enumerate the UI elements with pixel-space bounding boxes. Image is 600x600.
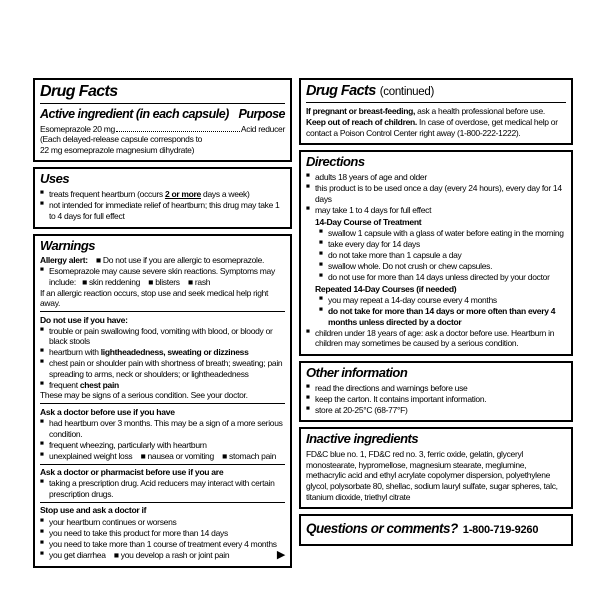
bullet-square-icon: ■ <box>319 250 323 258</box>
warnings-heading: Warnings <box>40 237 95 253</box>
drug-facts-title: Drug Facts <box>40 83 118 100</box>
list-item <box>319 272 566 283</box>
list-item <box>306 172 566 183</box>
list-item <box>40 326 285 347</box>
purpose-heading: Purpose <box>238 107 285 122</box>
list-item <box>306 394 566 405</box>
bullet-square-icon: ■ <box>319 227 323 235</box>
list-item <box>40 517 285 528</box>
right-column <box>299 78 573 568</box>
ingredient-note-line2: 22 mg esomeprazole magnesium dihydrate) <box>40 144 195 155</box>
drug-facts-continued-title: Drug Facts <box>306 83 376 99</box>
list-item <box>306 405 566 416</box>
ask-doctor-heading: Ask a doctor before use if you have <box>40 406 175 417</box>
list-item <box>40 358 285 379</box>
bullet-square-icon: ■ <box>40 266 44 274</box>
inactive-ingredients-heading: Inactive ingredients <box>306 431 419 447</box>
section-directions <box>299 150 573 356</box>
drug-facts-continued-suffix: (continued) <box>379 86 434 98</box>
directions-bullet-children: children under 18 years of age: ask a doctor before use. Heartburn in children may sometimes be caused by a serious condition. <box>315 327 555 349</box>
drug-facts-continued-row <box>306 83 566 100</box>
course-bullet-1: swallow 1 capsule with a glass of water before eating in the morning <box>328 227 564 238</box>
list-item <box>319 261 566 272</box>
active-ingredient-heading: Active ingredient (in each capsule) <box>40 107 229 122</box>
active-ingredient-heading-row <box>40 107 285 123</box>
list-item <box>40 200 285 221</box>
list-item <box>40 418 285 439</box>
do-not-use-bullet-1: trouble or pain swallowing food, vomiting with blood, or bloody or black stools <box>49 325 273 347</box>
bullet-square-icon: ■ <box>40 450 44 458</box>
repeated-bullet-1: you may repeat a 14-day course every 4 months <box>328 295 497 306</box>
list-item <box>40 539 285 550</box>
bullet-square-icon: ■ <box>306 327 310 335</box>
list-item <box>319 228 566 239</box>
ask-doctor-bullet-2: frequent wheezing, particularly with heartburn <box>49 439 207 450</box>
course-bullet-3: do not take more than 1 capsule a day <box>328 250 462 261</box>
section-other-information <box>299 361 573 423</box>
ask-pharmacist-heading: Ask a doctor or pharmacist before use if you are <box>40 467 224 478</box>
uses-bullet-2: not intended for immediate relief of heartburn; this drug may take 1 to 4 days for full effect <box>49 200 280 221</box>
bullet-square-icon: ■ <box>40 418 44 426</box>
list-item <box>319 306 566 327</box>
bullet-square-icon: ■ <box>40 347 44 355</box>
do-not-use-bullet-3: chest pain or shoulder pain with shortness of breath; sweating; pain spreading to arms, neck or shoulders; or lightheadedness <box>49 358 283 379</box>
stop-use-bullet-1: your heartburn continues or worsens <box>49 516 177 527</box>
other-information-heading: Other information <box>306 364 408 380</box>
do-not-use-bullet-4: frequent chest pain <box>49 379 119 390</box>
ask-doctor-bullet-3: unexplained weight loss ■ nausea or vomiting ■ stomach pain <box>49 450 277 461</box>
list-item <box>306 383 566 394</box>
directions-bullet-3: may take 1 to 4 days for full effect <box>315 204 432 215</box>
pregnancy-warning: If pregnant or breast-feeding, ask a health professional before use. <box>306 105 545 116</box>
course-of-treatment-heading: 14-Day Course of Treatment <box>315 216 422 227</box>
bullet-square-icon: ■ <box>40 200 44 208</box>
ingredient-name: Esomeprazole 20 mg <box>40 123 115 134</box>
bullet-square-icon: ■ <box>40 527 44 535</box>
ask-pharmacist-bullet-1: taking a prescription drug. Acid reducers may interact with certain prescription drugs. <box>49 478 275 499</box>
bullet-square-icon: ■ <box>319 306 323 314</box>
section-questions <box>299 514 573 546</box>
section-inactive-ingredients <box>299 427 573 509</box>
repeated-courses-heading: Repeated 14-Day Courses (if needed) <box>315 284 457 295</box>
questions-row <box>306 519 566 539</box>
ingredient-purpose-value: Acid reducer <box>240 123 285 134</box>
directions-heading: Directions <box>306 154 365 170</box>
subsection-rule <box>40 403 285 404</box>
bullet-square-icon: ■ <box>40 358 44 366</box>
bullet-square-icon: ■ <box>40 189 44 197</box>
allergy-footer: If an allergic reaction occurs, stop use and seek medical help right away. <box>40 287 269 309</box>
skin-reactions-bullet: Esomeprazole may cause severe skin reactions. Symptoms may include: ■ skin reddening ■ blisters ■ rash <box>49 266 275 288</box>
other-bullet-3: store at 20-25°C (68-77°F) <box>315 404 408 415</box>
list-item <box>40 550 285 561</box>
bullet-square-icon: ■ <box>40 538 44 546</box>
bullet-square-icon: ■ <box>319 261 323 269</box>
directions-bullet-1: adults 18 years of age and older <box>315 172 427 183</box>
subsection-rule <box>40 311 285 312</box>
subsection-rule <box>40 464 285 465</box>
keep-out-of-reach-warning: Keep out of reach of children. In case of overdose, get medical help or contact a Poison Control Center right away (1-800-222-1222). <box>306 117 558 138</box>
list-item <box>40 347 285 358</box>
allergy-alert-line: Allergy alert: ■ Do not use if you are allergic to esomeprazole. <box>40 255 265 266</box>
section-warnings <box>33 234 292 568</box>
bullet-square-icon: ■ <box>306 404 310 412</box>
list-item <box>40 440 285 451</box>
stop-use-bullet-4: you get diarrhea ■ you develop a rash or joint pain <box>49 549 230 560</box>
bullet-square-icon: ■ <box>319 272 323 280</box>
stop-use-heading: Stop use and ask a doctor if <box>40 505 147 516</box>
list-item <box>40 451 285 462</box>
uses-bullet-1: treats frequent heartburn (occurs 2 or more days a week) <box>49 189 250 200</box>
ask-doctor-bullet-1: had heartburn over 3 months. This may be a sign of a more serious condition. <box>49 418 283 439</box>
continued-arrow-icon: ▶ <box>276 548 285 561</box>
stop-use-bullet-2: you need to take this product for more than 14 days <box>49 527 228 538</box>
list-item <box>40 189 285 200</box>
do-not-use-footer: These may be signs of a serious condition. See your doctor. <box>40 390 248 401</box>
course-bullet-4: swallow whole. Do not crush or chew capsules. <box>328 261 493 272</box>
section-header-active-ingredient <box>33 78 292 162</box>
left-column <box>33 78 292 568</box>
bullet-square-icon: ■ <box>40 325 44 333</box>
do-not-use-bullet-2: heartburn with lightheadedness, sweating or dizziness <box>49 347 249 358</box>
subsection-rule <box>40 502 285 503</box>
list-item <box>319 239 566 250</box>
bullet-square-icon: ■ <box>40 516 44 524</box>
list-item <box>306 183 566 204</box>
inactive-ingredients-text: FD&C blue no. 1, FD&C red no. 3, ferric oxide, gelatin, glyceryl monostearate, hypromellose, magnesium stearate, meglumine, methacrylic acid and ethyl acrylate copolymer dispersion, polyethylene glycol, polysorbate 80, shellac, sodium lauryl sulfate, sugar spheres, talc, titanium dioxide, triethyl citrate <box>306 449 558 502</box>
bullet-square-icon: ■ <box>306 204 310 212</box>
bullet-square-icon: ■ <box>319 239 323 247</box>
do-not-use-heading: Do not use if you have: <box>40 314 128 325</box>
bullet-square-icon: ■ <box>40 379 44 387</box>
bullet-square-icon: ■ <box>306 172 310 180</box>
bullet-square-icon: ■ <box>306 393 310 401</box>
bullet-square-icon: ■ <box>306 382 310 390</box>
questions-heading: Questions or comments? <box>306 521 458 537</box>
ingredient-row <box>40 124 285 135</box>
ingredient-note-line1: (Each delayed-release capsule corresponds to <box>40 134 203 145</box>
title-rule <box>306 102 566 103</box>
bullet-square-icon: ■ <box>306 183 310 191</box>
drug-facts-label <box>33 78 573 568</box>
section-header-continued <box>299 78 573 145</box>
title-rule <box>40 103 285 104</box>
list-item <box>40 266 285 287</box>
list-item <box>40 380 285 391</box>
bullet-square-icon: ■ <box>40 439 44 447</box>
list-item <box>306 205 566 216</box>
list-item <box>40 528 285 539</box>
bullet-square-icon: ■ <box>40 478 44 486</box>
list-item <box>40 478 285 499</box>
list-item <box>319 250 566 261</box>
other-bullet-1: read the directions and warnings before use <box>315 382 468 393</box>
directions-bullet-2: this product is to be used once a day (every 24 hours), every day for 14 days <box>315 183 562 204</box>
course-bullet-5: do not use for more than 14 days unless directed by your doctor <box>328 272 550 283</box>
other-bullet-2: keep the carton. It contains important information. <box>315 393 487 404</box>
list-item <box>319 295 566 306</box>
uses-heading: Uses <box>40 171 70 187</box>
list-item <box>306 328 566 349</box>
questions-phone-number: 1-800-719-9260 <box>462 524 539 537</box>
dot-leader <box>116 131 240 132</box>
bullet-square-icon: ■ <box>319 295 323 303</box>
course-bullet-2: take every day for 14 days <box>328 239 420 250</box>
stop-use-bullet-3: you need to take more than 1 course of treatment every 4 months <box>49 538 277 549</box>
repeated-bullet-2: do not take for more than 14 days or more often than every 4 months unless directed by a doctor <box>328 306 556 327</box>
bullet-square-icon: ■ <box>40 549 44 557</box>
section-uses <box>33 167 292 228</box>
